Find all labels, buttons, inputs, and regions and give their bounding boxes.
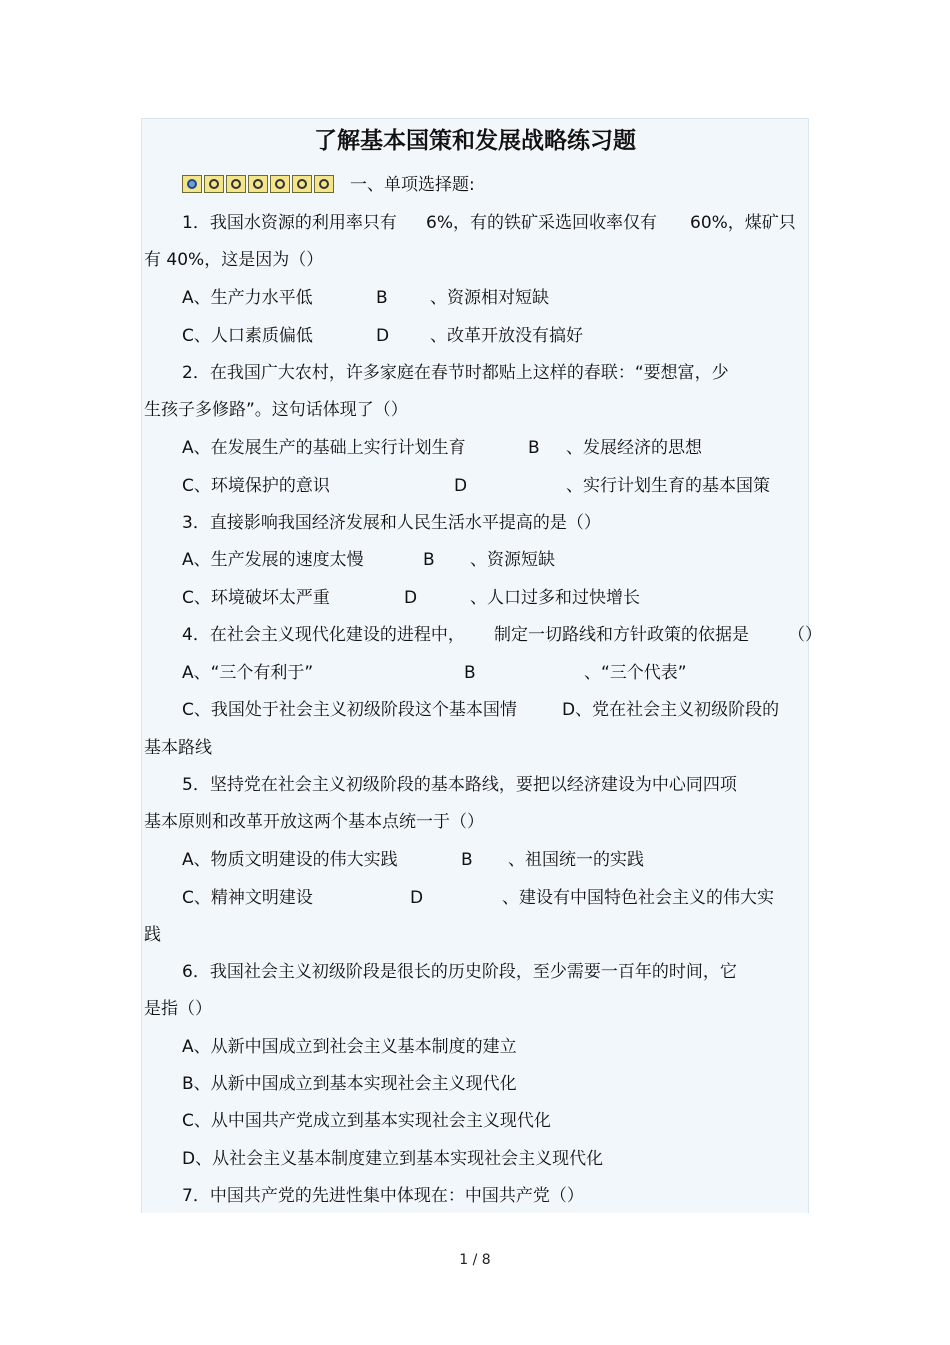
option-a: A、从新中国成立到社会主义基本制度的建立 (182, 1037, 517, 1057)
option-c: C、我国处于社会主义初级阶段这个基本国情 (182, 700, 517, 720)
option-d: D、从社会主义基本制度建立到基本实现社会主义现代化 (182, 1149, 604, 1169)
running-figure-icon (248, 175, 268, 193)
question-5-text: 5．坚持党在社会主义初级阶段的基本路线，要把以经济建设为中心同四项 (182, 775, 737, 795)
option-b-letter: B (528, 438, 540, 458)
running-figure-icon (270, 175, 290, 193)
option-d: 基本路线 (144, 738, 212, 758)
option-b-letter: B (423, 550, 435, 570)
option-d: 、建设有中国特色社会主义的伟大实 (502, 888, 774, 908)
running-figure-icon (314, 175, 334, 193)
question-1-text: 有 40%，这是因为（） (144, 250, 324, 270)
option-b: 、“三个代表” (584, 663, 687, 683)
option-b: 、资源相对短缺 (430, 288, 549, 308)
question-4-text: 制定一切路线和方针政策的依据是 (494, 625, 749, 645)
option-c: C、从中国共产党成立到基本实现社会主义现代化 (182, 1111, 551, 1131)
question-1-text: 6%，有的铁矿采选回收率仅有 (426, 213, 657, 233)
page-indicator: 1 / 8 (459, 1252, 491, 1268)
option-d-letter: D (454, 476, 468, 496)
option-d: 、人口过多和过快增长 (470, 588, 640, 608)
question-2-text: 2．在我国广大农村，许多家庭在春节时都贴上这样的春联：“要想富，少 (182, 363, 729, 383)
option-d: 、实行计划生育的基本国策 (566, 476, 770, 496)
question-1-text: 1．我国水资源的利用率只有 (182, 213, 397, 233)
running-figure-icon (204, 175, 224, 193)
question-2-text: 生孩子多修路”。这句话体现了（） (144, 400, 408, 420)
option-b: 、发展经济的思想 (566, 438, 702, 458)
question-7-text: 7．中国共产党的先进性集中体现在：中国共产党（） (182, 1186, 584, 1206)
page-title: 了解基本国策和发展战略练习题 (314, 128, 636, 154)
option-a: A、生产力水平低 (182, 288, 313, 308)
option-d: 、改革开放没有搞好 (430, 326, 583, 346)
section-heading: 一、单项选择题: (350, 175, 475, 195)
option-a: A、物质文明建设的伟大实践 (182, 850, 398, 870)
option-c: C、人口素质偏低 (182, 326, 313, 346)
option-b-letter: B (464, 663, 476, 683)
option-d-letter: D (376, 326, 390, 346)
option-d-letter: D (410, 888, 424, 908)
running-figure-icon (292, 175, 312, 193)
option-b-letter: B (461, 850, 473, 870)
option-a: A、“三个有利于” (182, 663, 314, 683)
option-d: D、党在社会主义初级阶段的 (562, 700, 780, 720)
option-b: B、从新中国成立到基本实现社会主义现代化 (182, 1074, 517, 1094)
icon-row (182, 174, 336, 194)
option-d: 践 (144, 925, 161, 945)
option-b: 、祖国统一的实践 (508, 850, 644, 870)
option-a: A、在发展生产的基础上实行计划生育 (182, 438, 466, 458)
option-a: A、生产发展的速度太慢 (182, 550, 364, 570)
option-c: C、环境破坏太严重 (182, 588, 330, 608)
question-4-text: （） (788, 625, 822, 645)
question-6-text: 6．我国社会主义初级阶段是很长的历史阶段，至少需要一百年的时间，它 (182, 962, 737, 982)
question-6-text: 是指（） (144, 999, 212, 1019)
running-figure-icon (226, 175, 246, 193)
option-c: C、环境保护的意识 (182, 476, 330, 496)
option-c: C、精神文明建设 (182, 888, 313, 908)
question-5-text: 基本原则和改革开放这两个基本点统一于（） (144, 812, 484, 832)
running-figure-icon (182, 175, 202, 193)
question-1-text: 60%，煤矿只 (690, 213, 796, 233)
question-3-text: 3．直接影响我国经济发展和人民生活水平提高的是（） (182, 513, 601, 533)
question-4-text: 4．在社会主义现代化建设的进程中， (182, 625, 465, 645)
option-b: 、资源短缺 (470, 550, 555, 570)
option-b-letter: B (376, 288, 388, 308)
option-d-letter: D (404, 588, 418, 608)
